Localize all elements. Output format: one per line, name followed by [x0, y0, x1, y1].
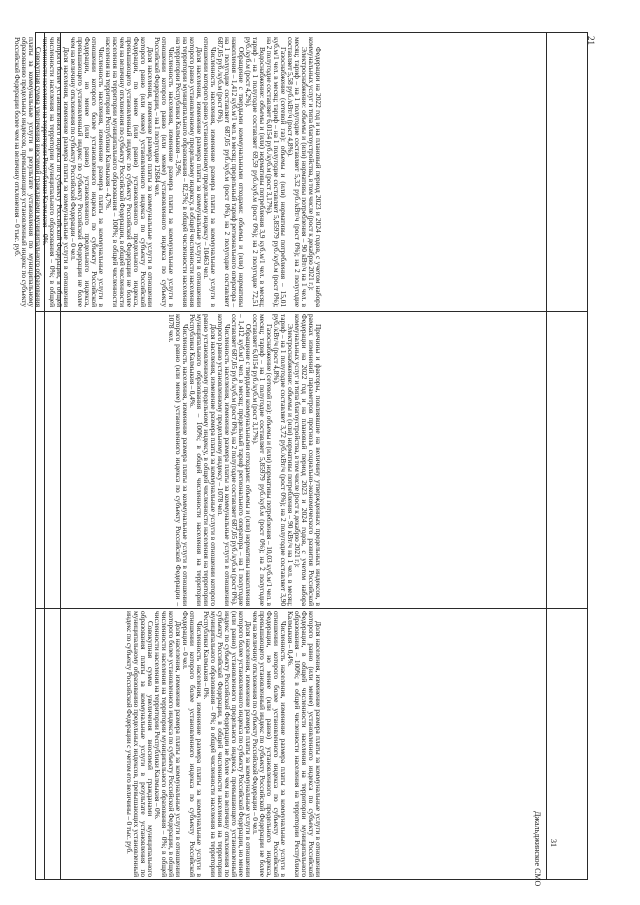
row-divider-1	[36, 311, 587, 312]
paragraph: Электроснабжение: объемы и (или) нормативы потребления – 90 кВт/ч на 1 чел. в месяц; тариф – на 1 полугодие составляет 3,72 руб./кВт/ч (рост 0%); на 2 полугодие составляет 3,90 руб./кВт/ч (рост 4,8%).	[272, 314, 295, 606]
paragraph: Доля населения, изменение размера платы за коммунальные услуги в отношении которого равно (или менее) установленного индекса по субъекту Российской Федерации, в общей численности населения на территории муниципального образования – 100%; в общей численности населения на территории Республики Калмыкия – 0,4%.	[286, 611, 323, 877]
page-number: 21	[586, 36, 596, 45]
paragraph: Доля населения, изменение размера платы за коммунальные услуги в отношении которого равно (или менее) установленного индекса по субъекту Российской Федерации, по менее (или равно) установленного предельного индекса, превышающего установленный индекс по субъекту Российской Федерации не более чем на величину отклонения по субъекту Российской Федерации, в общей численности населения на территории муниципального образования – 100%; в общей численности населения на территории Республики Калмыкия – 4,7%.	[104, 37, 155, 307]
paragraph: Доля населения, изменение размера платы за коммунальные услуги в отношении которого более установленного индекса по субъекту Российской Федерации, но менее (или равно) установленного предельного индекса, превышающего установленный индекс по субъекту Российской Федерации не более чем на величину отклонения по субъекту Российской Федерации, в общей численности населения на территории муниципального образования – 0%; в общей численности населения на территории Республики Калмыкия – 0%.	[202, 611, 253, 877]
row-2-text	[68, 314, 322, 606]
paragraph: Численность населения, изменение размера платы за коммунальные услуги в отношении которого равно (или менее) установленного индекса по субъекту Российской Федерации – 1078 чел.	[167, 314, 190, 606]
paragraph: Обращение с твердыми коммунальными отходами: объемы и (или) нормативы накопления – 1,412 куб.м/1 чел. в месяц; предельный тариф регионального оператора – на 1 полугодие составляет 687,05 руб./куб.м (рост 0%), на 2 полугодие составляет 687,05 руб./куб.м (рост 0%).	[216, 37, 246, 307]
paragraph: Численность населения, изменение размера платы за коммунальные услуги в отношении которого равно установленному предельному индексу – 1078 чел.	[216, 314, 232, 606]
paragraph: Численность населения, изменение размера платы за коммунальные услуги в отношении которого равно установленному предельному индексу – 10463 чел.	[202, 37, 218, 307]
row-number: 31	[549, 839, 558, 847]
paragraph: Федерации на 2022 год и на плановый период 2023 и 2024 годов, с учетом набора коммунальных услуг и типа благоустройства, в том числе (рост к декабрю 2021 г.):	[307, 37, 323, 307]
municipality-name: Джальджинское СМО	[533, 811, 542, 887]
paragraph: Газоснабжение (сетевой газ): объемы и (или) нормативы потребления – 15,01 куб.м/1 чел. в месяц; тариф – на 1 полугодие составляет 5,85979 руб./куб.м (рост 0%); на 2 полугодие составляет 6,0154 руб./куб.м (рост 3,17%).	[265, 37, 288, 307]
paragraph: Водоснабжение: объемы и (или) нормативы потребления 3,9 куб.м/1 чел. в месяц; тариф – на 1 полугодие составляет 69,59 руб./куб.м (рост 0%); на 2 полугодие 72,51 руб./куб.м (рост 4,2%).	[244, 37, 267, 307]
paragraph: Численность населения, изменение размера платы за коммунальные услуги в отношении которого более установленного индекса по субъекту Российской Федерации, но менее (или равно) установленного предельного индекса, превышающего установленный индекс по субъекту Российской Федерации не более чем на величину отклонения по субъекту Российской Федерации – 0 чел.	[69, 37, 106, 307]
paragraph: Электроснабжение: объемы и (или) нормативы потребления – 90 кВт/ч на 1 чел. в месяц; тариф – на 1 полугодие составляет 5,32 руб./кВт/ч (рост 0%); на 2 полугодие составляет 5,58 руб./кВт/ч (рост 4,8%).	[286, 37, 309, 307]
paragraph: Доля населения, изменение размера платы за коммунальные услуги в отношении которого равно установленному предельному индексу, в общей численности населения на территории муниципального образования – 100%; в общей численности населения на территории Республики Калмыкия – 0,4%.	[188, 314, 218, 606]
row-divider-2	[36, 608, 587, 609]
paragraph: Газоснабжение (сетевой газ): объемы и (или) нормативы потребления – 10,03 куб.м/1 чел. в месяц; тариф – на 1 полугодие составляет 5,85979 руб./куб.м (рост 0%); на 2 полугодие составляет 6,0154 руб./куб.м (рост 3,17%).	[251, 314, 274, 606]
paragraph: Численность населения, изменение размера платы за коммунальные услуги в отношении которого равно (или менее) установленного индекса по субъекту Российской Федерации, – на 1 полугодие 12684 чел.	[153, 37, 176, 307]
row-1-text	[13, 37, 323, 307]
paragraph: Обращение с твердыми коммунальными отходами: объемы и (или) нормативы накопления – 1,412 куб.м/1 чел. в месяц; предельный тариф регионального оператора – на 1 полугодие составляет 687,05 руб./куб.м (рост 0%), на 2 полугодие составляет 687,05 руб./куб.м (рост 0%).	[230, 314, 253, 606]
paragraph: Доля населения, изменение размера платы за коммунальные услуги в отношении которого равно установленному предельному индексу, в общей численности населения на территории муниципального образования – 82,5%; в общей численности населения на территории Республики Калмыкия – 3,9%.	[174, 37, 204, 307]
paragraph: Доля населения, изменение размера платы за коммунальные услуги в отношении которого более установленного индекса по субъекту Российской Федерации, в общей численности населения на территории муниципального образования – 0%; в общей численности населения на территории Республики Калмыкия – 0%.	[153, 611, 183, 877]
paragraph: Совокупная сумма увеличения вносимой гражданами муниципального образования платы за коммунальные услуги в результате установления по муниципальному образованию предельных индексов, превышающих установленный индекс по субъекту Российской Федерации более чем на величину отклонения – 0 тыс. руб.	[13, 37, 43, 307]
column-divider-right	[546, 33, 547, 879]
paragraph: Численность населения, изменение размера платы за коммунальные услуги в отношении которого более установленного индекса по субъекту Российской Федерации – 0 чел.	[181, 611, 204, 877]
paragraph: Совокупная сумма увеличения вносимой гражданами муниципального образования платы за коммунальные услуги в результате установления по муниципальному образованию предельных индексов, превышающих установленный индекс по субъекту Российской Федерации с учетом его величины – 0 тыс. руб.	[125, 611, 155, 877]
paragraph: Доля населения, изменение размера платы за коммунальные услуги в отношении которого более установленного индекса по субъекту Российской Федерации, в общей численности населения на территории муниципального образования – 0%; в общей численности населения на территории Республики Калмыкия – 0%.	[41, 37, 71, 307]
index-table	[13, 32, 588, 887]
paragraph: Численность населения, изменение размера платы за коммунальные услуги в отношении которого более установленного индекса по субъекту Российской Федерации, но менее (или равно) установленного предельного индекса, превышающего установленный индекс по субъекту Российской Федерации не более чем на величину отклонения по субъекту Российской Федерации – 0 чел.	[251, 611, 288, 877]
row-3-text	[68, 611, 322, 877]
paragraph: Причины и факторы, повлиявшие на величину утвержденных предельных индексов, в рамках изменений параметров прогноза социально-экономического развития Российской Федерации на 2022 год и на плановый период 2023 и 2024 годов, с учетом набора коммунальных услуг и типа благоустройства, в том числе (рост к декабрю 2021 г.):	[293, 314, 323, 606]
